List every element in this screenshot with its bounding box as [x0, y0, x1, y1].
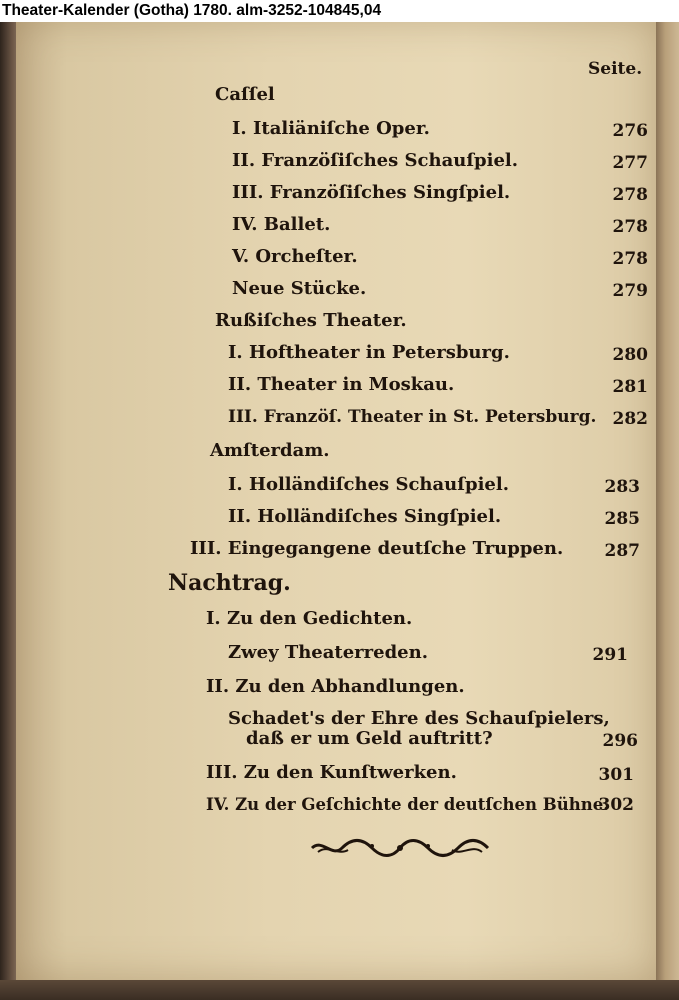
toc-entry: IV. Ballet.	[232, 214, 331, 235]
toc-entry: III. Franzöſiſches Singſpiel.	[232, 182, 511, 203]
page-edge	[656, 0, 679, 1000]
toc-entry: Neue Stücke.	[232, 278, 367, 299]
toc-entry: III. Eingegangene deutſche Truppen.	[190, 538, 564, 559]
toc-page-number: 285	[604, 509, 640, 529]
seite-header: Seite.	[588, 59, 643, 79]
toc-entry: III. Franzöſ. Theater in St. Petersburg.	[228, 407, 597, 427]
toc-entry: III. Zu den Kunſtwerken.	[206, 762, 457, 783]
toc-page-number: 278	[612, 185, 648, 205]
toc-page-number: 296	[602, 731, 638, 751]
ornament-vignette	[308, 836, 492, 860]
book-bottom-edge	[0, 980, 679, 1000]
toc-entry: II. Holländiſches Singſpiel.	[228, 506, 502, 527]
toc-entry: IV. Zu der Geſchichte der deutſchen Bühne.	[206, 795, 609, 814]
toc-entry-continued: daß er um Geld auftritt?	[246, 728, 493, 749]
toc-page-number: 301	[598, 765, 634, 785]
toc-page-number: 281	[612, 377, 648, 397]
toc-section-heading: Nachtrag.	[168, 570, 291, 596]
toc-entry: II. Theater in Moskau.	[228, 374, 455, 395]
toc-heading: I. Zu den Gedichten.	[206, 608, 413, 629]
toc-entry: Schadet's der Ehre des Schauſpielers,	[228, 708, 610, 729]
toc-page-number: 277	[612, 153, 648, 173]
toc-page-number: 280	[612, 345, 648, 365]
toc-entry: I. Italiäniſche Oper.	[232, 118, 430, 139]
toc-heading: Amſterdam.	[210, 440, 330, 461]
toc-entry: V. Orcheſter.	[232, 246, 358, 267]
toc-page-number: 279	[612, 281, 648, 301]
toc-entry: I. Hoftheater in Petersburg.	[228, 342, 510, 363]
toc-page-number: 276	[612, 121, 648, 141]
toc-entry: II. Franzöſiſches Schauſpiel.	[232, 150, 519, 171]
toc-entry: Zwey Theaterreden.	[228, 642, 428, 663]
toc-page-number: 283	[604, 477, 640, 497]
toc-page-number: 291	[592, 645, 628, 665]
toc-heading: II. Zu den Abhandlungen.	[206, 676, 465, 697]
image-caption: Theater-Kalender (Gotha) 1780. alm-3252-104845,04	[0, 0, 679, 22]
toc-page-number: 287	[604, 541, 640, 561]
toc-page-number: 302	[598, 795, 634, 815]
toc-heading: Caſſel	[215, 84, 275, 105]
toc-page-number: 278	[612, 249, 648, 269]
toc-page-number: 278	[612, 217, 648, 237]
toc-heading: Rußiſches Theater.	[215, 310, 407, 331]
toc-entry: I. Holländiſches Schauſpiel.	[228, 474, 509, 495]
toc-page-number: 282	[612, 409, 648, 429]
